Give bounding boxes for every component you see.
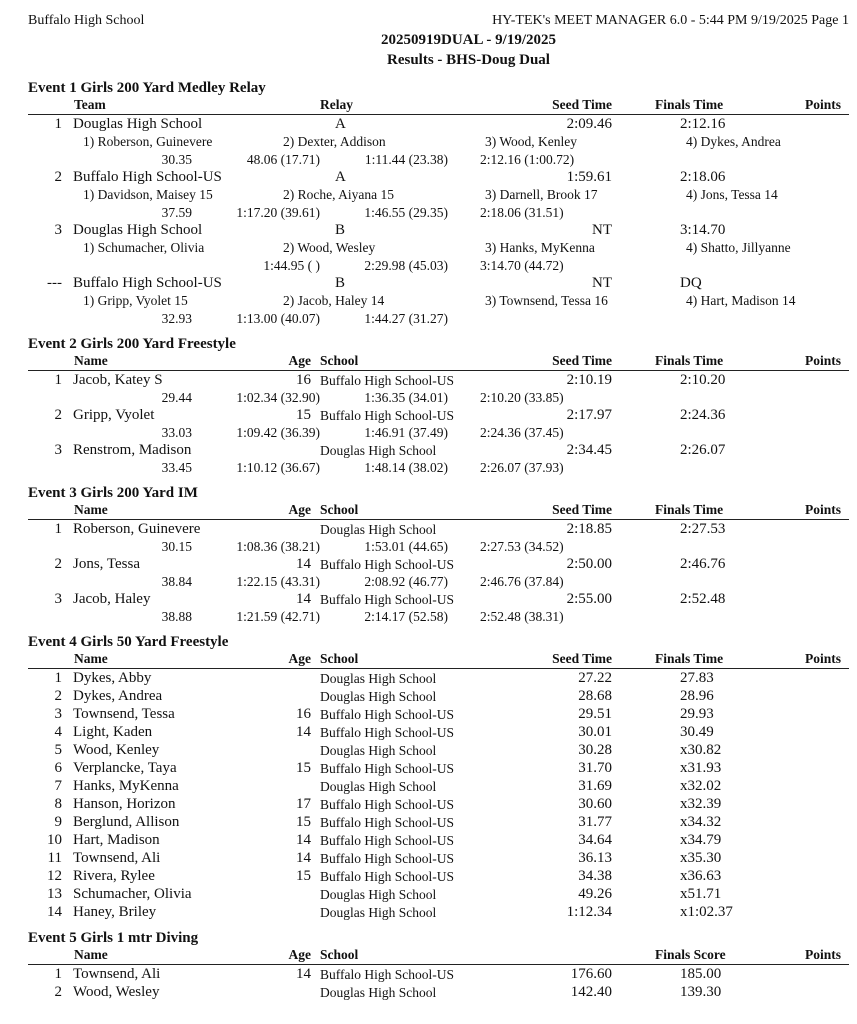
team-name: Buffalo High School-US [73,169,222,185]
seed-time: 34.38 [578,868,612,884]
age: 16 [296,372,311,388]
place: 1 [54,116,62,132]
result-row [0,759,857,777]
relay-swimmer: 2) Dexter, Addison [283,134,386,149]
finals-time: 3:14.70 [680,222,726,238]
school-name: Buffalo High School-US [320,851,454,866]
age: 14 [296,556,311,572]
swimmer-name: Schumacher, Olivia [73,886,192,902]
team-name: Buffalo High School-US [73,275,222,291]
col-header-school: School [320,353,359,368]
age: 14 [296,850,311,866]
col-header-finals: Finals Time [655,353,724,368]
split-time: 1:46.55 (29.35) [364,205,448,220]
seed-time: 30.60 [578,796,612,812]
finals-time: x51.71 [680,886,722,902]
split-time: 1:10.12 (36.67) [236,460,320,475]
result-row [0,274,857,292]
finals-time: 27.83 [680,670,714,686]
seed-time: 30.01 [578,724,612,740]
place: 1 [54,372,62,388]
event-title-text: Event 5 Girls 1 mtr Diving [28,930,199,946]
event-block [0,929,857,1001]
finals-time: 2:46.76 [680,556,726,572]
swimmer-name: Gripp, Vyolet [73,407,155,423]
result-row [0,406,857,424]
place: 2 [54,556,62,572]
split-time: 2:14.17 (52.58) [364,609,448,624]
relay-swimmers-row [0,239,857,257]
event-spacer [0,1001,857,1009]
col-header-age: Age [288,353,311,368]
result-row [0,813,857,831]
splits-row [0,389,857,406]
place: 1 [54,670,62,686]
splits-row [0,204,857,221]
split-time: 1:53.01 (44.65) [364,539,448,554]
swimmer-name: Dykes, Abby [73,670,152,686]
splits-row [0,151,857,168]
event-title [0,929,857,947]
place: --- [47,275,62,291]
split-time: 1:22.15 (43.31) [236,574,320,589]
split-time: 2:18.06 (31.51) [480,205,564,220]
split-time: 3:14.70 (44.72) [480,258,564,273]
result-row [0,371,857,389]
split-time: 38.84 [161,574,192,589]
col-header-name: Name [74,353,108,368]
split-time: 2:10.20 (33.85) [480,390,564,405]
col-header-relay: Relay [320,97,353,112]
event-block [0,335,857,476]
seed-time: NT [592,222,612,238]
age: 14 [296,832,311,848]
column-header-row [28,651,849,669]
event-spacer [0,625,857,633]
place: 12 [47,868,62,884]
finals-time: x36.63 [680,868,722,884]
seed-time: 31.69 [578,778,612,794]
seed-time: 1:59.61 [566,169,612,185]
seed-time: 2:50.00 [566,556,612,572]
school-name: Buffalo High School-US [320,815,454,830]
relay-swimmer: 4) Shatto, Jillyanne [686,240,791,255]
school-name: Buffalo High School-US [320,725,454,740]
result-row [0,115,857,133]
swimmer-name: Hanks, MyKenna [73,778,179,794]
age: 15 [296,760,311,776]
splits-row [0,608,857,625]
seed-time: 2:55.00 [566,591,612,607]
split-time: 1:44.27 (31.27) [364,311,448,326]
swimmer-name: Jacob, Katey S [73,372,163,388]
school-name: Douglas High School [320,887,437,902]
relay-swimmer: 1) Davidson, Maisey 15 [83,187,213,202]
event-title-text: Event 2 Girls 200 Yard Freestyle [28,336,236,352]
relay-letter: A [335,169,346,185]
relay-swimmer: 3) Townsend, Tessa 16 [485,293,608,308]
school-name: Douglas High School [320,779,437,794]
event-spacer [0,476,857,484]
event-title [0,484,857,502]
seed-time: 31.77 [578,814,612,830]
seed-time: 1:12.34 [566,904,612,920]
result-row [0,705,857,723]
school-name: Buffalo High School-US [320,592,454,607]
col-header-age: Age [288,651,311,666]
splits-row [0,424,857,441]
place: 7 [54,778,62,794]
place: 3 [54,591,62,607]
col-header-seed: Seed Time [552,651,612,666]
swimmer-name: Townsend, Ali [73,850,161,866]
team-name: Douglas High School [73,116,203,132]
school-name: Douglas High School [320,671,437,686]
col-header-name: Team [74,97,106,112]
event-block [0,633,857,921]
column-header-row [28,97,849,115]
school-name: Buffalo High School-US [320,557,454,572]
results-content [0,79,857,1009]
place: 14 [47,904,62,920]
col-header-finals: Finals Time [655,502,724,517]
age: 15 [296,814,311,830]
relay-swimmer: 2) Roche, Aiyana 15 [283,187,394,202]
relay-letter: B [335,222,346,238]
swimmer-name: Townsend, Tessa [73,706,175,722]
swimmer-name: Rivera, Rylee [73,868,155,884]
place: 9 [54,814,62,830]
finals-time: 29.93 [680,706,714,722]
relay-swimmers-row [0,133,857,151]
split-time: 1:17.20 (39.61) [236,205,320,220]
place: 13 [47,886,62,902]
splits-row [0,310,857,327]
col-header-seed: Seed Time [552,502,612,517]
seed-time: NT [592,275,612,291]
age: 15 [296,868,311,884]
finals-time: 2:18.06 [680,169,726,185]
swimmer-name: Haney, Briley [73,904,157,920]
place: 2 [54,688,62,704]
split-time: 1:13.00 (40.07) [236,311,320,326]
col-header-points: Points [804,502,841,517]
col-header-name: Name [74,651,108,666]
seed-time: 28.68 [578,688,612,704]
school-name: Buffalo High School-US [320,833,454,848]
col-header-points: Points [804,651,841,666]
split-time: 1:21.59 (42.71) [236,609,320,624]
swimmer-name: Roberson, Guinevere [73,521,201,537]
swimmer-name: Jacob, Haley [73,591,151,607]
seed-time: 27.22 [578,670,612,686]
seed-time: 29.51 [578,706,612,722]
finals-time: 2:26.07 [680,442,726,458]
school-name: Douglas High School [320,905,437,920]
split-time: 1:02.34 (32.90) [236,390,320,405]
results-title: Results - BHS-Doug Dual [387,52,550,68]
finals-time: 30.49 [680,724,714,740]
finals-time: x32.39 [680,796,722,812]
finals-time: x34.79 [680,832,722,848]
relay-swimmer: 3) Hanks, MyKenna [485,240,595,255]
relay-swimmer: 1) Roberson, Guinevere [83,134,213,149]
splits-row [0,538,857,555]
event-spacer [0,921,857,929]
seed-time: 34.64 [578,832,612,848]
event-block [0,484,857,625]
column-header-row [28,947,849,965]
result-row [0,965,857,983]
finals-time: 2:52.48 [680,591,726,607]
swimmer-name: Townsend, Ali [73,966,161,982]
split-time: 33.45 [161,460,192,475]
school-name: Douglas High School [320,443,437,458]
event-title-text: Event 4 Girls 50 Yard Freestyle [28,634,229,650]
result-row [0,741,857,759]
swimmer-name: Hanson, Horizon [73,796,176,812]
relay-swimmer: 4) Dykes, Andrea [686,134,781,149]
swimmer-name: Berglund, Allison [73,814,180,830]
age: 14 [296,724,311,740]
result-row [0,903,857,921]
place: 5 [54,742,62,758]
relay-swimmers-row [0,186,857,204]
split-time: 2:08.92 (46.77) [364,574,448,589]
col-header-name: Name [74,947,108,962]
age: 14 [296,966,311,982]
col-header-school: School [320,947,359,962]
report-header-school: Buffalo High School [28,13,145,28]
seed-time: 36.13 [578,850,612,866]
result-row [0,590,857,608]
school-name: Buffalo High School-US [320,373,454,388]
school-name: Buffalo High School-US [320,869,454,884]
age: 16 [296,706,311,722]
finals-time: 2:27.53 [680,521,726,537]
relay-swimmer: 1) Schumacher, Olivia [83,240,205,255]
split-time: 1:48.14 (38.02) [364,460,448,475]
school-name: Douglas High School [320,522,437,537]
place: 11 [47,850,62,866]
result-row [0,885,857,903]
finals-time: 2:12.16 [680,116,726,132]
finals-time: x34.32 [680,814,722,830]
swimmer-name: Dykes, Andrea [73,688,163,704]
column-header-row [28,502,849,520]
age: 15 [296,407,311,423]
seed-time: 2:10.19 [566,372,612,388]
age: 14 [296,591,311,607]
seed-time: 2:34.45 [566,442,612,458]
finals-time: 2:10.20 [680,372,726,388]
split-time: 48.06 (17.71) [246,152,320,167]
relay-swimmer: 3) Darnell, Brook 17 [485,187,598,202]
relay-swimmers-row [0,292,857,310]
finals-time: x31.93 [680,760,722,776]
seed-time: 2:18.85 [566,521,612,537]
result-row [0,983,857,1001]
place: 4 [54,724,62,740]
event-spacer [0,327,857,335]
col-header-seed: Seed Time [552,353,612,368]
seed-time: 49.26 [578,886,612,902]
place: 2 [54,169,62,185]
col-header-age: Age [288,947,311,962]
split-time: 1:36.35 (34.01) [364,390,448,405]
swimmer-name: Wood, Wesley [73,984,160,1000]
splits-row [0,257,857,274]
place: 2 [54,407,62,423]
split-time: 2:52.48 (38.31) [480,609,564,624]
place: 1 [54,521,62,537]
relay-swimmer: 2) Wood, Wesley [283,240,376,255]
result-row [0,441,857,459]
seed-time: 2:17.97 [566,407,612,423]
col-header-points: Points [804,353,841,368]
col-header-finals: Finals Time [655,651,724,666]
col-header-seed: Seed Time [552,97,612,112]
split-time: 29.44 [161,390,192,405]
seed-time: 30.28 [578,742,612,758]
school-name: Buffalo High School-US [320,761,454,776]
col-header-points: Points [804,97,841,112]
swimmer-name: Verplancke, Taya [73,760,177,776]
meet-title: 20250919DUAL - 9/19/2025 [380,32,556,48]
split-time: 2:24.36 (37.45) [480,425,564,440]
finals-time: 185.00 [680,966,722,982]
result-row [0,867,857,885]
split-time: 2:29.98 (45.03) [364,258,448,273]
result-row [0,168,857,186]
age: 17 [296,796,311,812]
seed-time: 176.60 [570,966,612,982]
school-name: Buffalo High School-US [320,408,454,423]
col-header-points: Points [804,947,841,962]
finals-time: x30.82 [680,742,722,758]
report-header-software: HY-TEK's MEET MANAGER 6.0 - 5:44 PM 9/19/2025 Page 1 [492,13,849,28]
col-header-finals: Finals Score [655,947,726,962]
relay-swimmer: 4) Jons, Tessa 14 [686,187,778,202]
team-name: Douglas High School [73,222,203,238]
school-name: Buffalo High School-US [320,797,454,812]
split-time: 37.59 [161,205,192,220]
relay-letter: A [335,116,346,132]
relay-swimmer: 1) Gripp, Vyolet 15 [83,293,188,308]
swimmer-name: Hart, Madison [73,832,160,848]
finals-time: x35.30 [680,850,722,866]
school-name: Douglas High School [320,985,437,1000]
finals-time: x1:02.37 [680,904,733,920]
relay-swimmer: 3) Wood, Kenley [485,134,578,149]
split-time: 30.15 [161,539,192,554]
split-time: 1:08.36 (38.21) [236,539,320,554]
place: 3 [54,442,62,458]
col-header-school: School [320,502,359,517]
place: 3 [54,706,62,722]
split-time: 2:12.16 (1:00.72) [480,152,575,167]
swimmer-name: Renstrom, Madison [73,442,192,458]
finals-time: x32.02 [680,778,722,794]
result-row [0,221,857,239]
result-row [0,723,857,741]
col-header-finals: Finals Time [655,97,724,112]
finals-time: DQ [680,275,702,291]
relay-swimmer: 2) Jacob, Haley 14 [283,293,385,308]
result-row [0,520,857,538]
place: 3 [54,222,62,238]
seed-time: 31.70 [578,760,612,776]
column-header-row [28,353,849,371]
result-row [0,687,857,705]
event-title-text: Event 1 Girls 200 Yard Medley Relay [28,80,266,96]
school-name: Buffalo High School-US [320,707,454,722]
split-time: 2:46.76 (37.84) [480,574,564,589]
result-row [0,849,857,867]
relay-swimmer: 4) Hart, Madison 14 [686,293,796,308]
event-title [0,335,857,353]
split-time: 38.88 [161,609,192,624]
result-row [0,795,857,813]
event-title [0,79,857,97]
result-row [0,669,857,687]
split-time: 32.93 [161,311,192,326]
place: 2 [54,984,62,1000]
split-time: 1:09.42 (36.39) [236,425,320,440]
split-time: 2:27.53 (34.52) [480,539,564,554]
event-block [0,79,857,327]
result-row [0,777,857,795]
col-header-age: Age [288,502,311,517]
swimmer-name: Jons, Tessa [73,556,141,572]
col-header-name: Name [74,502,108,517]
finals-time: 2:24.36 [680,407,726,423]
school-name: Buffalo High School-US [320,967,454,982]
place: 10 [47,832,62,848]
splits-row [0,573,857,590]
splits-row [0,459,857,476]
split-time: 1:44.95 ( ) [263,258,320,273]
relay-letter: B [335,275,346,291]
event-title-text: Event 3 Girls 200 Yard IM [28,485,198,501]
col-header-school: School [320,651,359,666]
event-title [0,633,857,651]
finals-time: 139.30 [680,984,722,1000]
place: 1 [54,966,62,982]
split-time: 2:26.07 (37.93) [480,460,564,475]
split-time: 1:11.44 (23.38) [364,152,448,167]
swimmer-name: Light, Kaden [73,724,153,740]
finals-time: 28.96 [680,688,714,704]
result-row [0,555,857,573]
school-name: Douglas High School [320,689,437,704]
school-name: Douglas High School [320,743,437,758]
split-time: 30.35 [161,152,192,167]
seed-time: 142.40 [570,984,612,1000]
split-time: 33.03 [161,425,192,440]
place: 6 [54,760,62,776]
place: 8 [54,796,62,812]
result-row [0,831,857,849]
seed-time: 2:09.46 [566,116,612,132]
split-time: 1:46.91 (37.49) [364,425,448,440]
swimmer-name: Wood, Kenley [73,742,160,758]
